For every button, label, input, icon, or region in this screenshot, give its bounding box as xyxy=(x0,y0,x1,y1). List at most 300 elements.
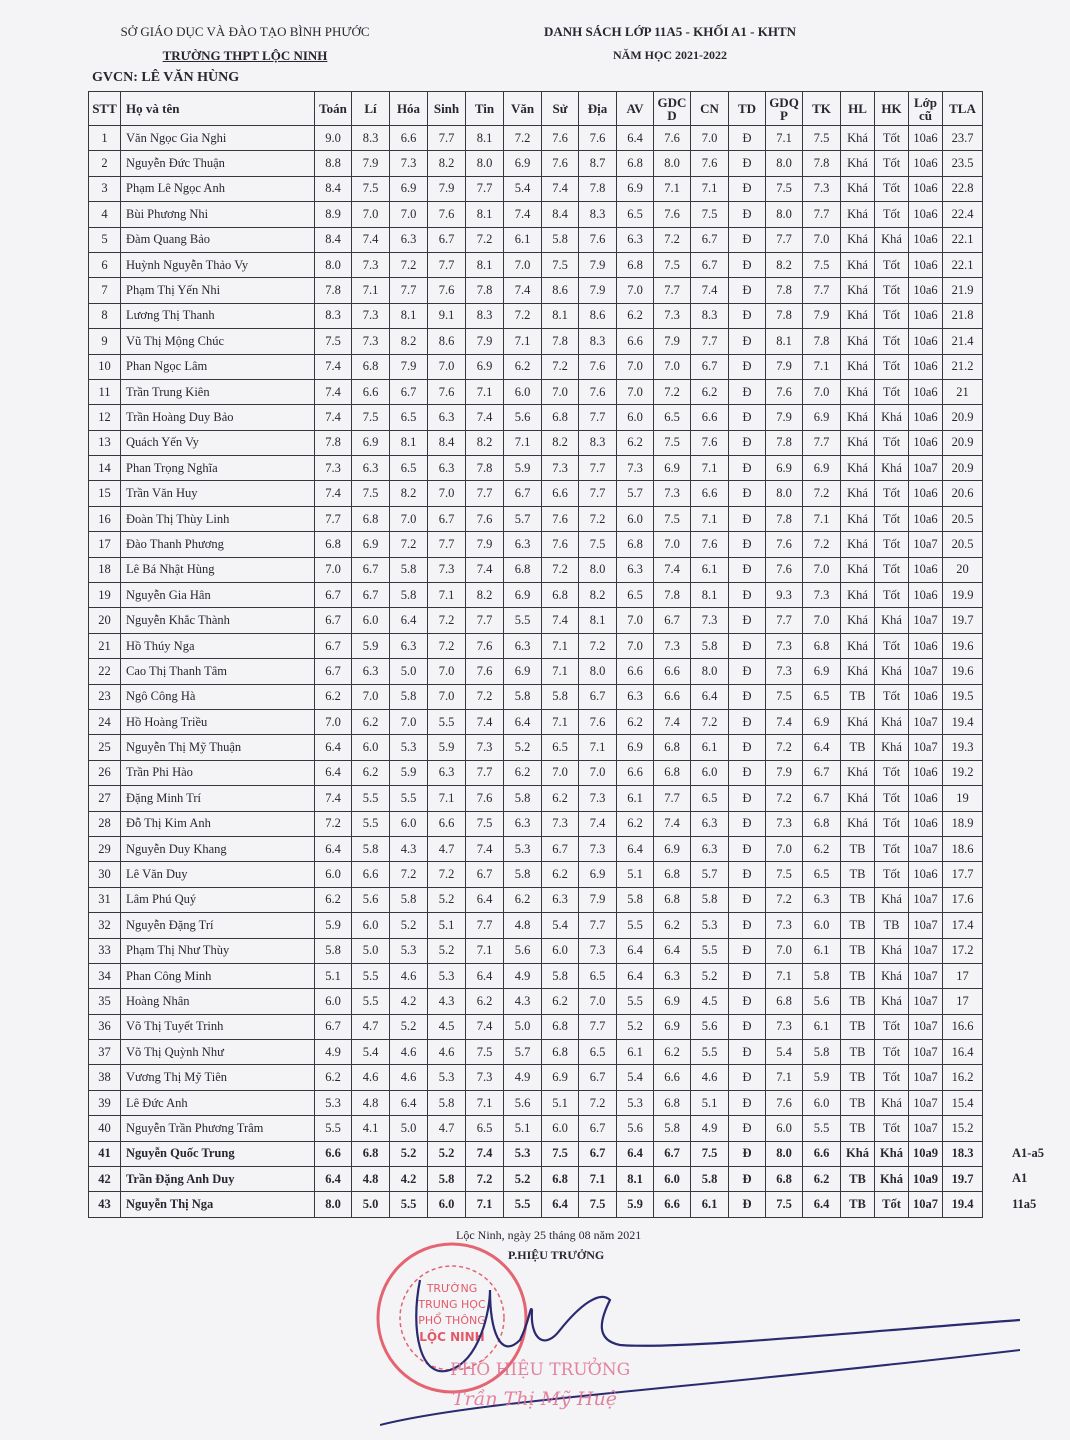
table-cell: 6.6 xyxy=(428,811,466,836)
table-cell: 7.4 xyxy=(466,405,504,430)
table-cell: 7.3 xyxy=(617,456,654,481)
table-cell: 6.9 xyxy=(390,176,428,201)
table-cell: 10a7 xyxy=(909,963,943,988)
table-cell: Đ xyxy=(729,1192,766,1217)
table-cell: 18.3 xyxy=(943,1141,983,1166)
table-cell: 4.6 xyxy=(390,1065,428,1090)
table-cell: 6.7 xyxy=(315,583,352,608)
table-cell: 7.7 xyxy=(428,532,466,557)
table-cell: 7.6 xyxy=(428,278,466,303)
table-cell: 5.8 xyxy=(390,557,428,582)
table-cell: 7.0 xyxy=(691,126,729,151)
table-cell: Khá xyxy=(875,456,909,481)
table-cell: 17.2 xyxy=(943,938,983,963)
table-row xyxy=(89,938,983,963)
table-cell: 6.7 xyxy=(466,862,504,887)
student-name-cell: Phan Ngọc Lâm xyxy=(121,354,315,379)
student-name-cell: Lương Thị Thanh xyxy=(121,303,315,328)
table-cell: Khá xyxy=(841,709,875,734)
table-row xyxy=(89,405,983,430)
table-cell: 6.8 xyxy=(352,354,390,379)
table-cell: Đ xyxy=(729,405,766,430)
student-name-cell: Lâm Phú Quý xyxy=(121,887,315,912)
table-row xyxy=(89,354,983,379)
table-cell: 4.9 xyxy=(691,1116,729,1141)
table-cell: TB xyxy=(841,1090,875,1115)
table-cell: 25 xyxy=(89,735,121,760)
table-cell: Tốt xyxy=(875,202,909,227)
table-cell: 5.8 xyxy=(803,963,841,988)
table-cell: 19.6 xyxy=(943,633,983,658)
table-row xyxy=(89,786,983,811)
table-cell: 7.1 xyxy=(466,1090,504,1115)
table-cell: 27 xyxy=(89,786,121,811)
table-row xyxy=(89,151,983,176)
table-cell: 6.7 xyxy=(654,608,691,633)
table-cell: 8.4 xyxy=(542,202,579,227)
table-cell: 7.2 xyxy=(428,608,466,633)
table-row xyxy=(89,1014,983,1039)
table-cell: 6.8 xyxy=(766,989,803,1014)
table-cell: 7.3 xyxy=(766,913,803,938)
table-row xyxy=(89,583,983,608)
table-cell: 6.3 xyxy=(504,633,542,658)
table-cell: 5.8 xyxy=(504,786,542,811)
table-cell: 7.3 xyxy=(390,151,428,176)
table-cell: Đ xyxy=(729,1014,766,1039)
table-cell: 6.3 xyxy=(617,557,654,582)
student-name-cell: Lê Đức Anh xyxy=(121,1090,315,1115)
student-name-cell: Đặng Minh Trí xyxy=(121,786,315,811)
table-cell: 7.0 xyxy=(428,354,466,379)
table-cell: 6.7 xyxy=(352,583,390,608)
table-cell: Đ xyxy=(729,608,766,633)
table-cell: 5.8 xyxy=(654,1116,691,1141)
table-cell: Khá xyxy=(841,405,875,430)
table-cell: 20.5 xyxy=(943,532,983,557)
row-note: A1-a5 xyxy=(1012,1145,1044,1160)
table-cell: 17.7 xyxy=(943,862,983,887)
table-cell: 10a6 xyxy=(909,862,943,887)
table-cell: 7.9 xyxy=(579,252,617,277)
student-name-cell: Vương Thị Mỹ Tiên xyxy=(121,1065,315,1090)
table-cell: Đ xyxy=(729,379,766,404)
table-cell: Khá xyxy=(875,227,909,252)
column-header: Hóa xyxy=(390,92,428,126)
table-cell: 4.8 xyxy=(352,1090,390,1115)
table-cell: 8.2 xyxy=(579,583,617,608)
table-cell: 5.4 xyxy=(542,913,579,938)
table-cell: 7.4 xyxy=(542,608,579,633)
table-cell: Tốt xyxy=(875,760,909,785)
table-cell: 6.2 xyxy=(542,862,579,887)
table-cell: Khá xyxy=(841,481,875,506)
table-cell: 10a7 xyxy=(909,532,943,557)
column-header: CN xyxy=(691,92,729,126)
table-cell: 7.7 xyxy=(803,202,841,227)
table-cell: 10a7 xyxy=(909,608,943,633)
table-cell: 9 xyxy=(89,329,121,354)
table-cell: 6.1 xyxy=(617,786,654,811)
table-cell: 5.6 xyxy=(803,989,841,1014)
table-cell: 8.1 xyxy=(617,1167,654,1192)
table-cell: 8 xyxy=(89,303,121,328)
table-cell: 7 xyxy=(89,278,121,303)
table-row xyxy=(89,862,983,887)
table-cell: 7.5 xyxy=(766,1192,803,1217)
table-cell: TB xyxy=(841,684,875,709)
table-cell: 10a7 xyxy=(909,1192,943,1217)
table-cell: 7.5 xyxy=(803,252,841,277)
table-cell: 6.7 xyxy=(504,481,542,506)
table-cell: 4.9 xyxy=(504,1065,542,1090)
table-cell: 18.9 xyxy=(943,811,983,836)
table-cell: 5.5 xyxy=(504,1192,542,1217)
table-cell: 26 xyxy=(89,760,121,785)
table-cell: 8.0 xyxy=(766,202,803,227)
table-cell: Khá xyxy=(841,532,875,557)
table-cell: 8.2 xyxy=(390,481,428,506)
stamp-text: LỘC NINH xyxy=(419,1330,485,1344)
table-cell: 5.3 xyxy=(428,1065,466,1090)
table-cell: 6.4 xyxy=(466,887,504,912)
table-cell: TB xyxy=(841,836,875,861)
table-cell: 7.4 xyxy=(466,1014,504,1039)
table-cell: 7.4 xyxy=(654,709,691,734)
table-cell: 10a6 xyxy=(909,278,943,303)
table-row xyxy=(89,709,983,734)
table-cell: 28 xyxy=(89,811,121,836)
table-cell: 6.8 xyxy=(803,633,841,658)
table-cell: 6.9 xyxy=(654,456,691,481)
table-cell: 6.2 xyxy=(542,786,579,811)
header-right xyxy=(480,24,860,63)
table-cell: 7.3 xyxy=(803,176,841,201)
table-cell: 10a9 xyxy=(909,1167,943,1192)
table-cell: Khá xyxy=(841,202,875,227)
stamp-text: PHỔ THÔNG xyxy=(418,1314,486,1327)
table-cell: 7.9 xyxy=(466,329,504,354)
table-cell: 4 xyxy=(89,202,121,227)
table-cell: 6 xyxy=(89,252,121,277)
table-cell: 6.9 xyxy=(803,709,841,734)
table-cell: Tốt xyxy=(875,557,909,582)
table-cell: 7.7 xyxy=(691,329,729,354)
table-cell: 7.7 xyxy=(766,227,803,252)
table-cell: 6.1 xyxy=(691,557,729,582)
table-cell: 7.6 xyxy=(542,506,579,531)
table-row xyxy=(89,608,983,633)
table-cell: 7.2 xyxy=(766,735,803,760)
table-cell: 7.6 xyxy=(654,126,691,151)
table-cell: 6.6 xyxy=(654,659,691,684)
table-cell: 10a6 xyxy=(909,354,943,379)
table-cell: Đ xyxy=(729,329,766,354)
table-cell: 4.7 xyxy=(352,1014,390,1039)
table-cell: 5.9 xyxy=(390,760,428,785)
table-cell: 8.1 xyxy=(766,329,803,354)
table-cell: 7.0 xyxy=(428,481,466,506)
table-cell: 7.0 xyxy=(504,252,542,277)
table-cell: 10a6 xyxy=(909,583,943,608)
table-cell: Khá xyxy=(841,633,875,658)
table-cell: Đ xyxy=(729,1040,766,1065)
table-cell: 6.2 xyxy=(617,811,654,836)
table-cell: 8.2 xyxy=(390,329,428,354)
table-cell: 6.8 xyxy=(617,252,654,277)
table-cell: 23.7 xyxy=(943,126,983,151)
table-cell: 6.2 xyxy=(315,887,352,912)
table-cell: Tốt xyxy=(875,1192,909,1217)
student-name-cell: Trần Hoàng Duy Bảo xyxy=(121,405,315,430)
table-cell: 7.2 xyxy=(504,303,542,328)
table-cell: 7.1 xyxy=(654,176,691,201)
row-note: A1 xyxy=(1012,1171,1028,1186)
table-cell: 10a7 xyxy=(909,1065,943,1090)
table-cell: 5.8 xyxy=(617,887,654,912)
table-cell: 6.5 xyxy=(617,583,654,608)
table-cell: 6.4 xyxy=(691,684,729,709)
table-cell: Tốt xyxy=(875,278,909,303)
table-cell: 7.0 xyxy=(803,608,841,633)
table-cell: 7.5 xyxy=(579,1192,617,1217)
student-name-cell: Ngô Công Hà xyxy=(121,684,315,709)
table-cell: 1 xyxy=(89,126,121,151)
table-cell: 7.7 xyxy=(466,913,504,938)
stamp-text: TRUNG HỌC xyxy=(418,1298,486,1311)
table-cell: 7.4 xyxy=(466,836,504,861)
table-cell: 6.5 xyxy=(390,456,428,481)
table-cell: 6.2 xyxy=(352,709,390,734)
table-cell: 7.7 xyxy=(654,786,691,811)
table-cell: 7.6 xyxy=(579,354,617,379)
table-cell: 7.1 xyxy=(691,506,729,531)
table-cell: 7.2 xyxy=(390,252,428,277)
table-cell: 4.6 xyxy=(390,963,428,988)
table-row xyxy=(89,1040,983,1065)
student-name-cell: Văn Ngọc Gia Nghi xyxy=(121,126,315,151)
table-cell: 10 xyxy=(89,354,121,379)
table-cell: 7.4 xyxy=(466,557,504,582)
table-cell: 20 xyxy=(89,608,121,633)
table-cell: 16.4 xyxy=(943,1040,983,1065)
table-cell: 6.3 xyxy=(428,760,466,785)
table-cell: Tốt xyxy=(875,151,909,176)
table-cell: 10a6 xyxy=(909,303,943,328)
table-cell: 5.4 xyxy=(352,1040,390,1065)
table-cell: 6.0 xyxy=(352,735,390,760)
table-cell: 9.0 xyxy=(315,126,352,151)
table-cell: 10a6 xyxy=(909,811,943,836)
table-cell: 22.8 xyxy=(943,176,983,201)
table-cell: 6.4 xyxy=(315,836,352,861)
table-cell: 7.9 xyxy=(579,278,617,303)
table-cell: 6.5 xyxy=(803,684,841,709)
table-cell: 10a7 xyxy=(909,709,943,734)
table-cell: Khá xyxy=(841,760,875,785)
table-cell: Khá xyxy=(841,583,875,608)
table-cell: 7.2 xyxy=(504,126,542,151)
table-cell: Đ xyxy=(729,709,766,734)
table-cell: 10a6 xyxy=(909,506,943,531)
table-cell: 7.0 xyxy=(617,379,654,404)
table-cell: Đ xyxy=(729,176,766,201)
table-cell: 7.1 xyxy=(352,278,390,303)
table-cell: 6.5 xyxy=(390,405,428,430)
table-cell: 5.8 xyxy=(390,684,428,709)
table-cell: 2 xyxy=(89,151,121,176)
table-cell: 7.6 xyxy=(766,379,803,404)
table-cell: 8.4 xyxy=(315,176,352,201)
table-cell: 16 xyxy=(89,506,121,531)
table-cell: 7.1 xyxy=(428,583,466,608)
table-cell: 10a6 xyxy=(909,227,943,252)
table-cell: 5.0 xyxy=(504,1014,542,1039)
table-cell: 10a6 xyxy=(909,481,943,506)
table-cell: 7.1 xyxy=(691,176,729,201)
table-cell: 5.3 xyxy=(504,1141,542,1166)
table-cell: 6.6 xyxy=(691,405,729,430)
column-header: STT xyxy=(89,92,121,126)
table-cell: 19.3 xyxy=(943,735,983,760)
student-name-cell: Vũ Thị Mộng Chúc xyxy=(121,329,315,354)
table-row xyxy=(89,557,983,582)
table-cell: Đ xyxy=(729,430,766,455)
table-cell: 7.5 xyxy=(315,329,352,354)
table-cell: Tốt xyxy=(875,1040,909,1065)
table-cell: 7.0 xyxy=(579,760,617,785)
table-cell: 10a9 xyxy=(909,1141,943,1166)
table-cell: 8.7 xyxy=(579,151,617,176)
table-cell: 6.0 xyxy=(766,1116,803,1141)
table-cell: 6.6 xyxy=(803,1141,841,1166)
table-cell: 6.8 xyxy=(803,811,841,836)
table-cell: 6.0 xyxy=(352,608,390,633)
table-cell: 6.9 xyxy=(504,583,542,608)
table-cell: 42 xyxy=(89,1167,121,1192)
table-cell: 7.1 xyxy=(579,1167,617,1192)
table-cell: 5.0 xyxy=(390,659,428,684)
table-cell: 5.2 xyxy=(390,1014,428,1039)
table-cell: 5.5 xyxy=(504,608,542,633)
table-row xyxy=(89,278,983,303)
table-cell: 7.6 xyxy=(691,430,729,455)
table-cell: TB xyxy=(841,1192,875,1217)
table-cell: 6.7 xyxy=(315,633,352,658)
table-cell: 5.6 xyxy=(504,405,542,430)
table-cell: 6.1 xyxy=(691,1192,729,1217)
table-cell: 7.5 xyxy=(579,532,617,557)
table-cell: 16.6 xyxy=(943,1014,983,1039)
table-cell: 32 xyxy=(89,913,121,938)
table-cell: 10a6 xyxy=(909,405,943,430)
table-cell: 21.2 xyxy=(943,354,983,379)
table-cell: 6.7 xyxy=(315,608,352,633)
table-cell: 6.3 xyxy=(542,887,579,912)
table-cell: 23 xyxy=(89,684,121,709)
table-cell: 8.0 xyxy=(466,151,504,176)
table-cell: 5.8 xyxy=(803,1040,841,1065)
table-cell: 6.2 xyxy=(315,1065,352,1090)
school-year: NĂM HỌC 2021-2022 xyxy=(613,48,727,62)
table-cell: 5.1 xyxy=(542,1090,579,1115)
table-cell: 7.9 xyxy=(466,532,504,557)
footer-date: Lộc Ninh, ngày 25 tháng 08 năm 2021 xyxy=(456,1228,642,1242)
table-cell: 35 xyxy=(89,989,121,1014)
table-cell: 7.2 xyxy=(428,862,466,887)
table-cell: Tốt xyxy=(875,633,909,658)
table-cell: 7.0 xyxy=(390,506,428,531)
table-cell: 6.2 xyxy=(504,760,542,785)
table-cell: 5.6 xyxy=(504,938,542,963)
table-cell: Khá xyxy=(875,735,909,760)
table-cell: 6.4 xyxy=(315,735,352,760)
table-cell: Khá xyxy=(841,557,875,582)
table-cell: 20.6 xyxy=(943,481,983,506)
table-cell: 7.7 xyxy=(428,252,466,277)
table-cell: 6.8 xyxy=(617,532,654,557)
table-cell: 6.9 xyxy=(579,862,617,887)
table-cell: 6.5 xyxy=(542,735,579,760)
table-cell: 6.7 xyxy=(803,760,841,785)
table-cell: 6.3 xyxy=(691,836,729,861)
table-cell: 6.3 xyxy=(352,659,390,684)
table-cell: 7.9 xyxy=(766,354,803,379)
student-name-cell: Hồ Thúy Nga xyxy=(121,633,315,658)
table-cell: 7.1 xyxy=(466,938,504,963)
table-cell: Khá xyxy=(875,989,909,1014)
table-cell: 15 xyxy=(89,481,121,506)
table-cell: 6.4 xyxy=(315,1167,352,1192)
table-cell: 4.2 xyxy=(390,989,428,1014)
student-name-cell: Phạm Thị Như Thùy xyxy=(121,938,315,963)
table-cell: 6.0 xyxy=(691,760,729,785)
table-cell: 7.9 xyxy=(428,176,466,201)
table-cell: 6.8 xyxy=(504,557,542,582)
table-cell: 17.4 xyxy=(943,913,983,938)
table-cell: 6.2 xyxy=(504,354,542,379)
table-cell: 7.4 xyxy=(542,176,579,201)
table-cell: 6.3 xyxy=(691,811,729,836)
table-cell: Đ xyxy=(729,887,766,912)
table-cell: Đ xyxy=(729,252,766,277)
table-cell: 6.1 xyxy=(617,1040,654,1065)
table-cell: 6.9 xyxy=(803,456,841,481)
table-cell: 7.5 xyxy=(654,252,691,277)
table-cell: 7.6 xyxy=(466,506,504,531)
table-cell: 15.4 xyxy=(943,1090,983,1115)
table-cell: 6.4 xyxy=(617,126,654,151)
table-cell: 6.7 xyxy=(428,506,466,531)
table-row xyxy=(89,1141,983,1166)
table-cell: 7.6 xyxy=(691,532,729,557)
table-cell: 8.2 xyxy=(542,430,579,455)
table-cell: 6.4 xyxy=(542,1192,579,1217)
table-cell: 19.5 xyxy=(943,684,983,709)
table-cell: Khá xyxy=(841,811,875,836)
column-header: Sử xyxy=(542,92,579,126)
table-cell: 6.6 xyxy=(691,481,729,506)
table-cell: 7.7 xyxy=(428,126,466,151)
table-cell: 7.0 xyxy=(352,684,390,709)
table-cell: 31 xyxy=(89,887,121,912)
table-cell: 6.6 xyxy=(352,379,390,404)
table-cell: 4.6 xyxy=(390,1040,428,1065)
table-cell: 6.5 xyxy=(579,963,617,988)
table-cell: 7.0 xyxy=(428,659,466,684)
table-cell: 6.8 xyxy=(315,532,352,557)
table-cell: 5.1 xyxy=(617,862,654,887)
